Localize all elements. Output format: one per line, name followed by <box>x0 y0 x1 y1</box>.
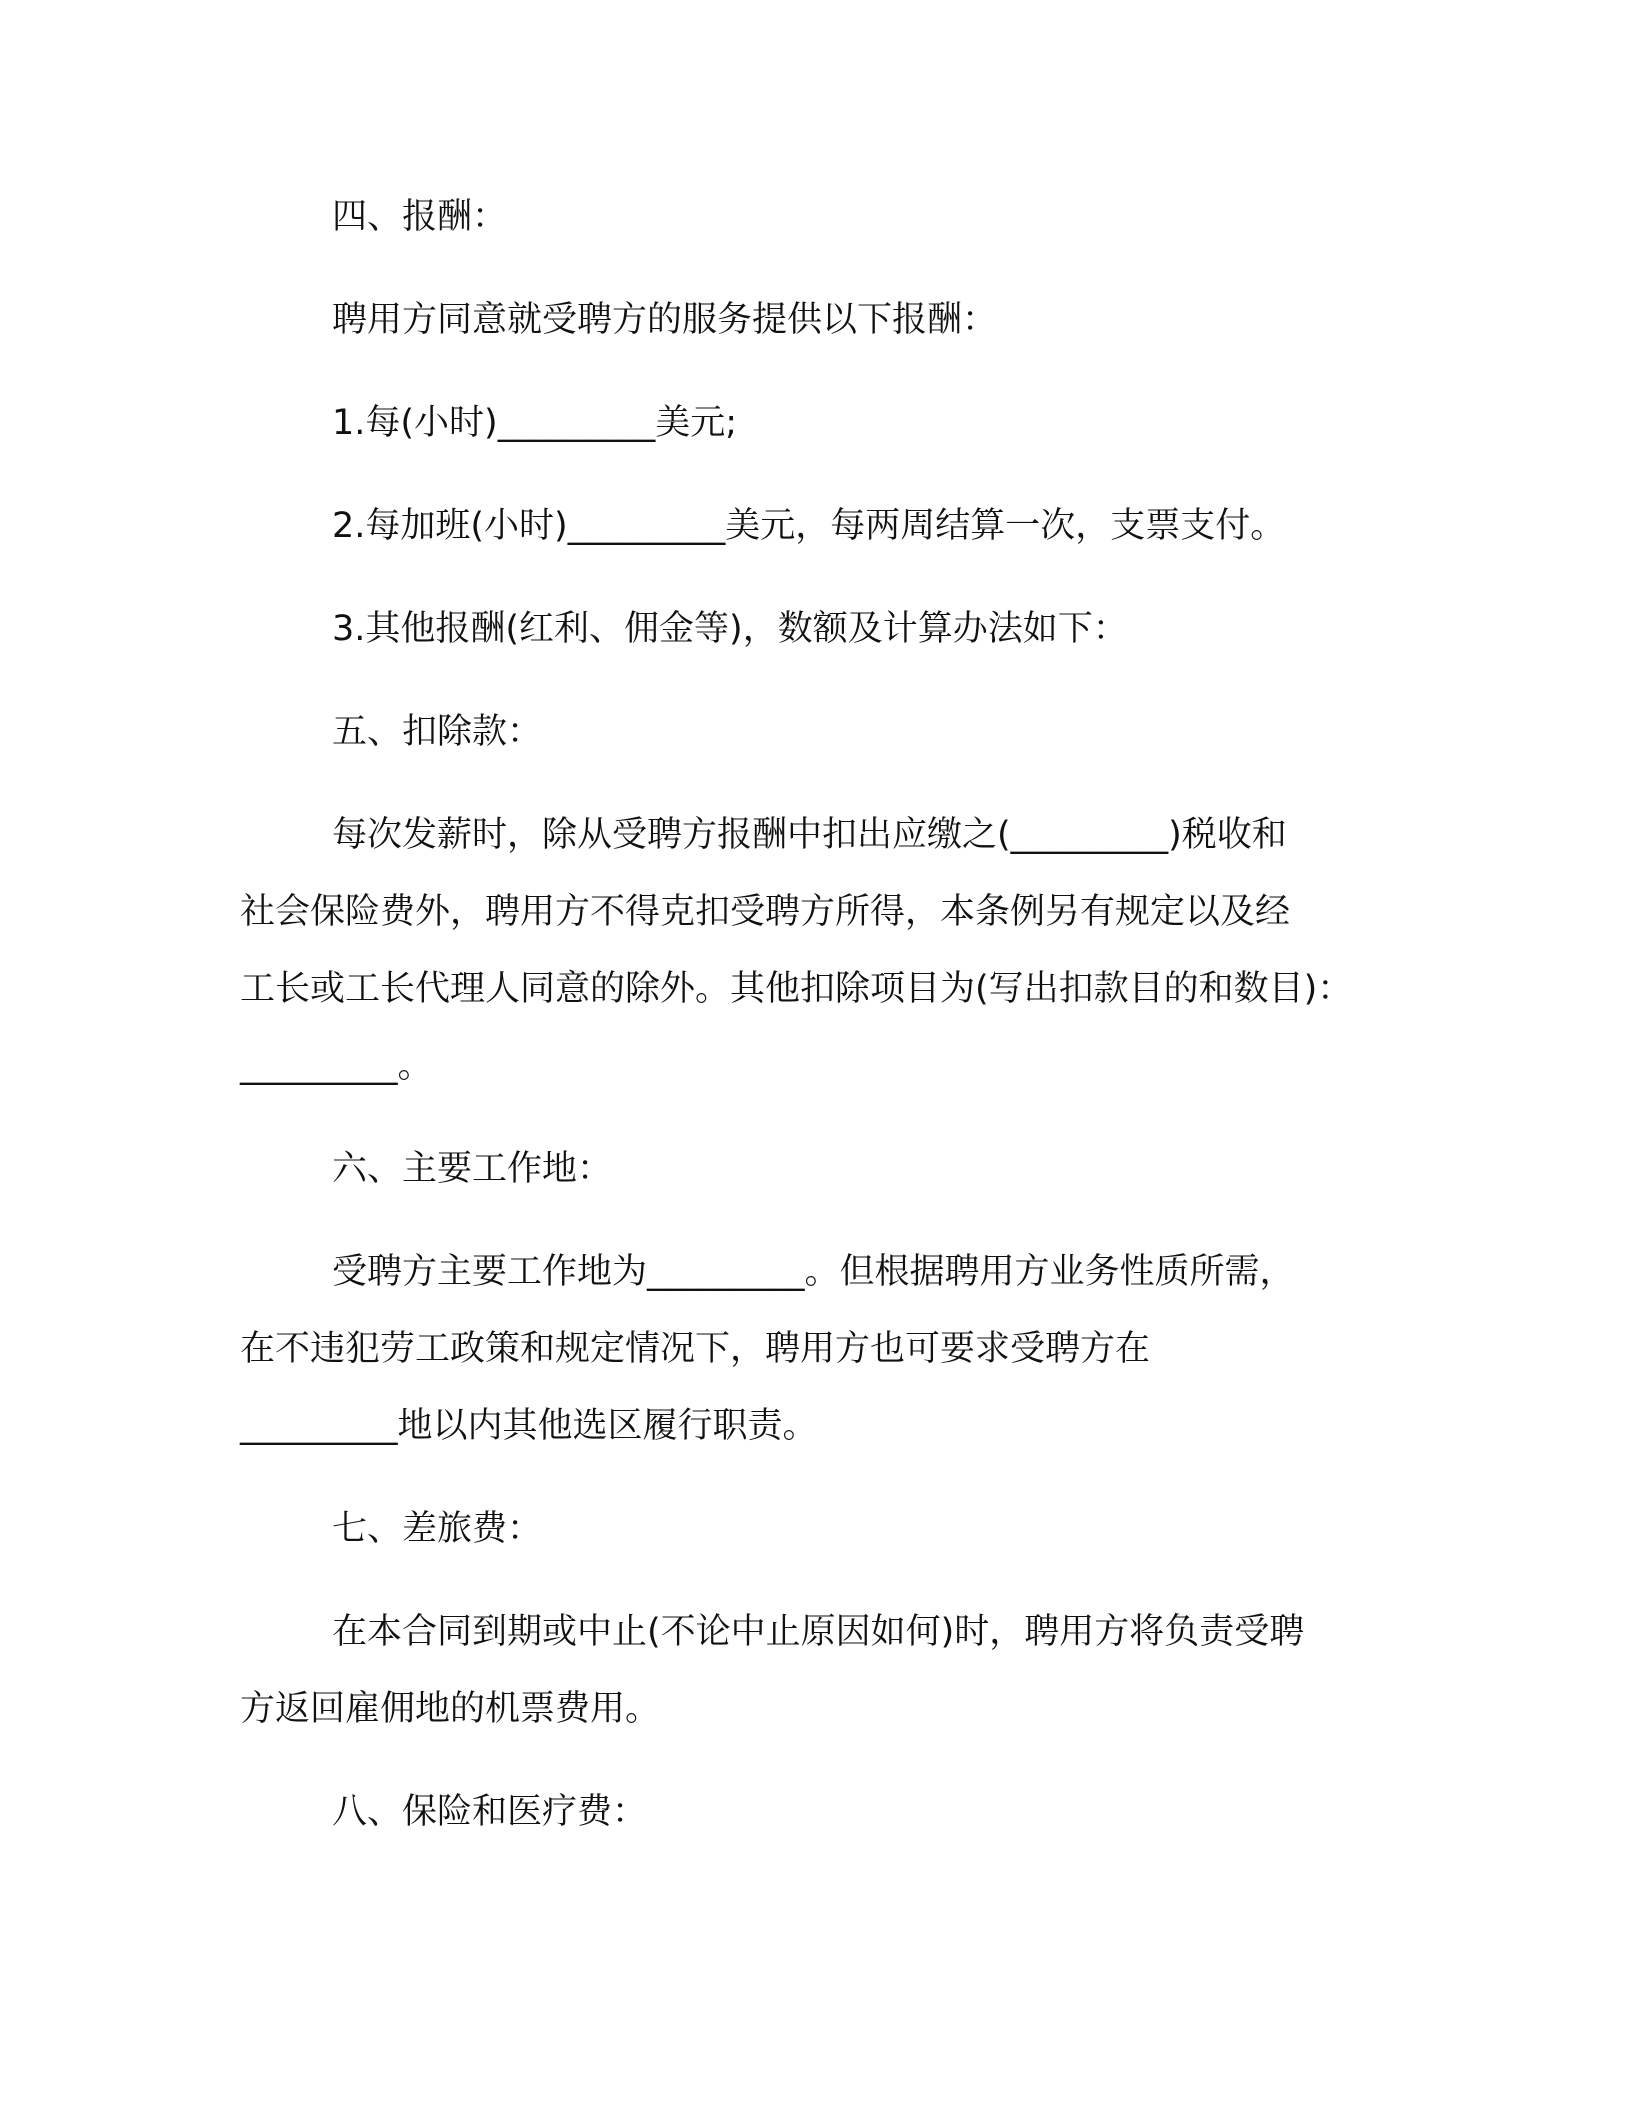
list-item-other-remuneration: 3.其他报酬(红利、佣金等)，数额及计算办法如下： <box>332 609 1128 649</box>
section-heading-deductions: 五、扣除款： <box>332 712 543 752</box>
paragraph-line: _________。 <box>240 1046 433 1086</box>
paragraph-line: 社会保险费外，聘用方不得克扣受聘方所得，本条例另有规定以及经 <box>240 892 1291 932</box>
paragraph-line: _________地以内其他选区履行职责。 <box>240 1406 818 1446</box>
paragraph-line: 在不违犯劳工政策和规定情况下，聘用方也可要求受聘方在 <box>240 1329 1151 1369</box>
paragraph-line: 方返回雇佣地的机票费用。 <box>240 1689 661 1729</box>
section-heading-insurance-medical: 八、保险和医疗费： <box>332 1792 648 1832</box>
paragraph-line: 聘用方同意就受聘方的服务提供以下报酬： <box>332 300 998 340</box>
list-item-hourly-rate: 1.每(小时)_________美元; <box>332 403 737 443</box>
section-heading-remuneration: 四、报酬： <box>332 197 508 237</box>
list-item-overtime-rate: 2.每加班(小时)_________美元，每两周结算一次，支票支付。 <box>332 506 1286 546</box>
section-heading-work-location: 六、主要工作地： <box>332 1149 613 1189</box>
paragraph-line: 工长或工长代理人同意的除外。其他扣除项目为(写出扣款目的和数目)： <box>240 969 1353 1009</box>
paragraph-line: 在本合同到期或中止(不论中止原因如何)时，聘用方将负责受聘 <box>332 1612 1305 1652</box>
section-heading-travel-expenses: 七、差旅费： <box>332 1509 543 1549</box>
paragraph-line: 每次发薪时，除从受聘方报酬中扣出应缴之(_________)税收和 <box>332 815 1287 855</box>
paragraph-line: 受聘方主要工作地为_________。但根据聘用方业务性质所需， <box>332 1252 1295 1292</box>
